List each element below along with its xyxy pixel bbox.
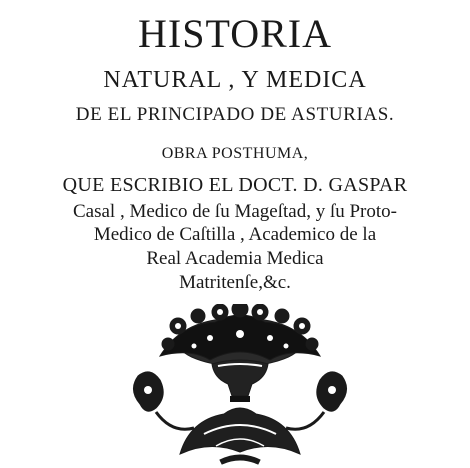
book-subtitle: NATURAL , Y MEDICA	[103, 67, 367, 93]
author-credentials-line-4: Matritenſe,&c.	[179, 272, 291, 293]
floral-urn-ornament-icon	[120, 304, 360, 466]
author-line: QUE ESCRIBIO EL DOCT. D. GASPAR	[62, 174, 408, 196]
author-credentials-line-2: Medico de Caſtilla , Academico de la	[93, 224, 377, 245]
book-subtitle-region: DE EL PRINCIPADO DE ASTURIAS.	[75, 104, 395, 125]
book-title: HISTORIA	[138, 11, 332, 56]
author-credentials-line-1: Casal , Medico de ſu Mageſtad, y ſu Proto-	[73, 201, 397, 222]
work-type-line: OBRA POSTHUMA,	[161, 145, 309, 162]
author-credentials-line-3: Real Academia Medica	[146, 248, 324, 269]
